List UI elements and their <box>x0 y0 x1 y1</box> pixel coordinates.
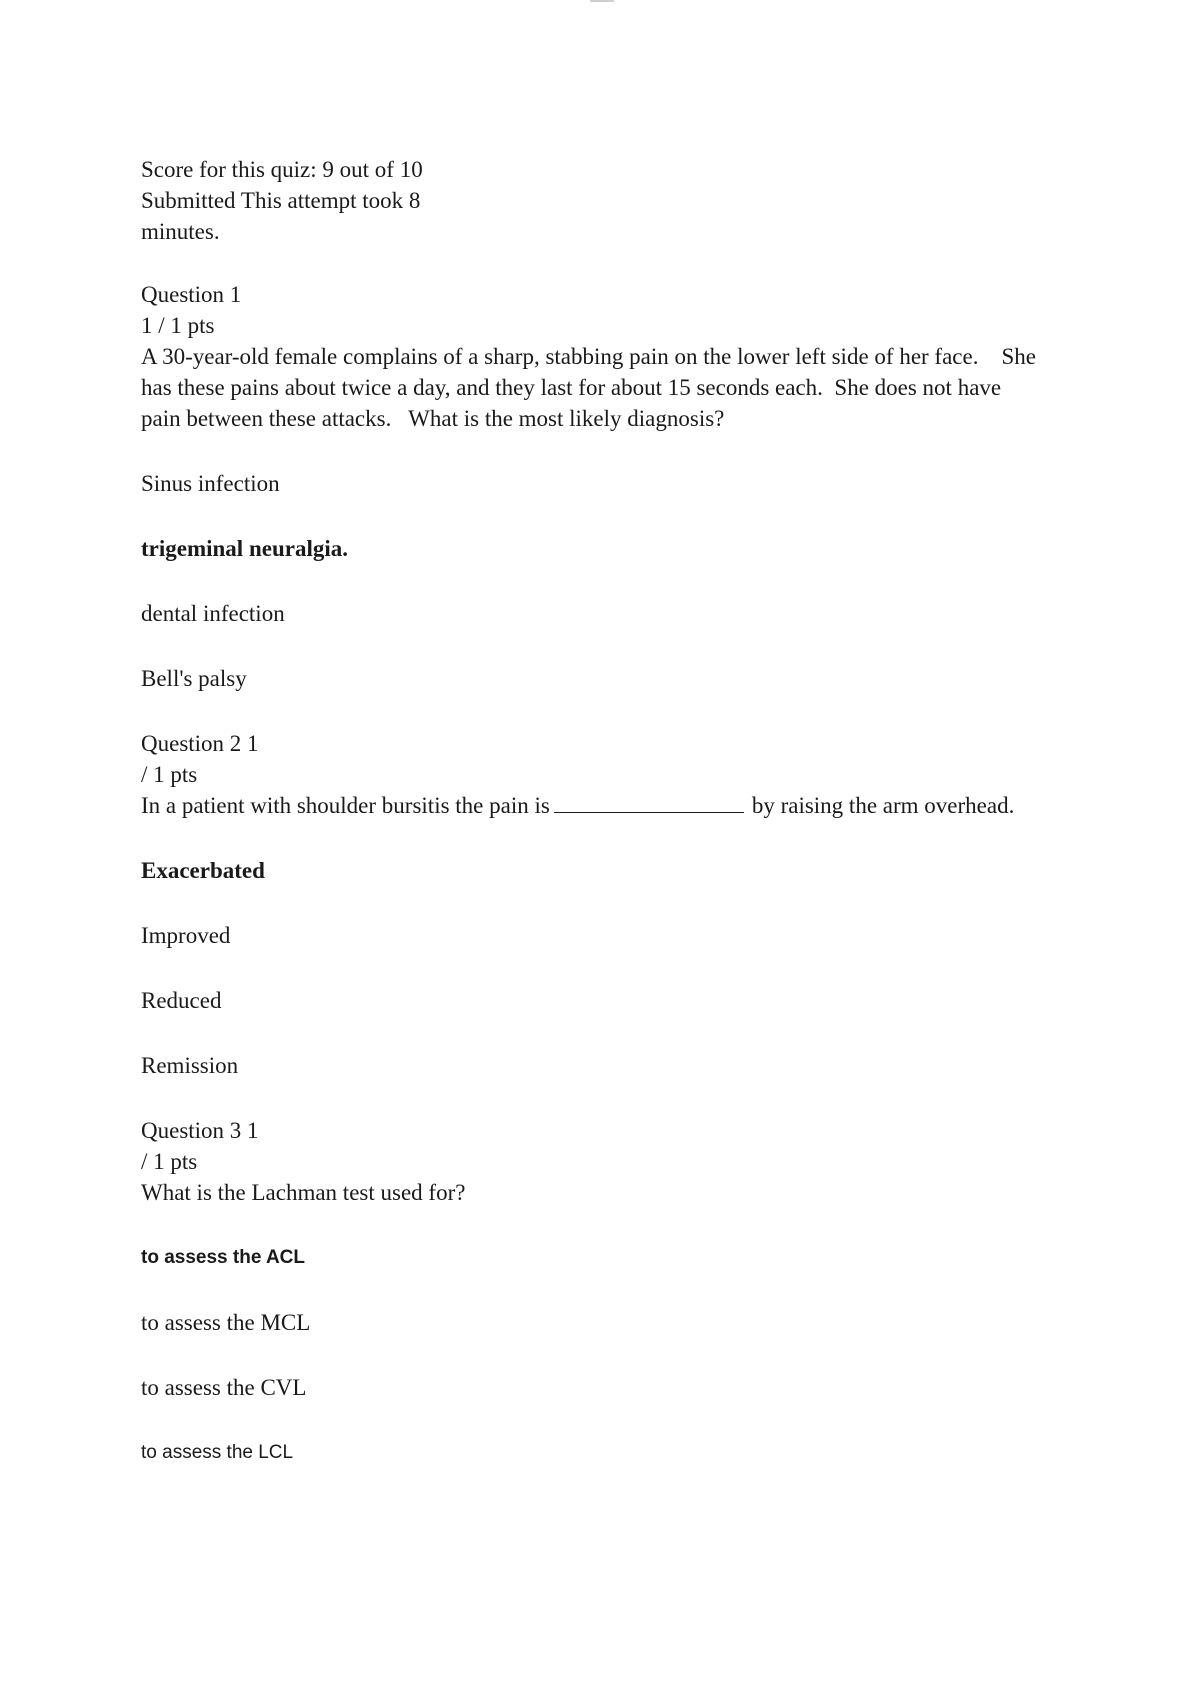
answer-option: Sinus infection <box>141 471 280 496</box>
duration-line: minutes. <box>141 219 220 244</box>
question-text-line-2: has these pains about twice a day, and they last for about 15 seconds each. She does not have <box>141 375 1002 400</box>
question-points: / 1 pts <box>141 762 198 787</box>
question-text-line-3: pain between these attacks. What is the most likely diagnosis? <box>141 406 725 431</box>
question-text-before-blank: In a patient with shoulder bursitis the pain is <box>141 793 550 818</box>
quiz-document <box>141 154 1071 1468</box>
question-points: 1 / 1 pts <box>141 313 215 338</box>
question-text-line-1: A 30-year-old female complains of a sharp, stabbing pain on the lower left side of her face. She <box>141 344 1036 369</box>
quiz-summary <box>141 154 1071 247</box>
answer-option: dental infection <box>141 601 285 626</box>
question-2 <box>141 728 1071 1081</box>
answer-option: Improved <box>141 923 231 948</box>
answer-option: Reduced <box>141 988 222 1013</box>
answer-option: Bell's palsy <box>141 666 247 691</box>
question-points: / 1 pts <box>141 1149 198 1174</box>
question-text-after-blank: by raising the arm overhead. <box>751 793 1015 818</box>
question-title: Question 1 <box>141 282 242 307</box>
question-title: Question 2 1 <box>141 731 259 756</box>
answer-option-correct: trigeminal neuralgia. <box>141 536 348 561</box>
score-line: Score for this quiz: 9 out of 10 <box>141 157 423 182</box>
answer-option: to assess the CVL <box>141 1375 307 1400</box>
question-1 <box>141 279 1071 694</box>
question-3 <box>141 1115 1071 1468</box>
top-page-mark <box>590 0 614 2</box>
answer-option: Remission <box>141 1053 239 1078</box>
question-text: What is the Lachman test used for? <box>141 1180 466 1205</box>
answer-option-correct: to assess the ACL <box>141 1247 306 1268</box>
answer-option: to assess the LCL <box>141 1442 294 1463</box>
answer-option-correct: Exacerbated <box>141 858 265 883</box>
question-title: Question 3 1 <box>141 1118 259 1143</box>
question-text <box>141 790 1071 821</box>
fill-in-blank <box>554 792 744 813</box>
answer-option: to assess the MCL <box>141 1310 311 1335</box>
submitted-line: Submitted This attempt took 8 <box>141 188 421 213</box>
